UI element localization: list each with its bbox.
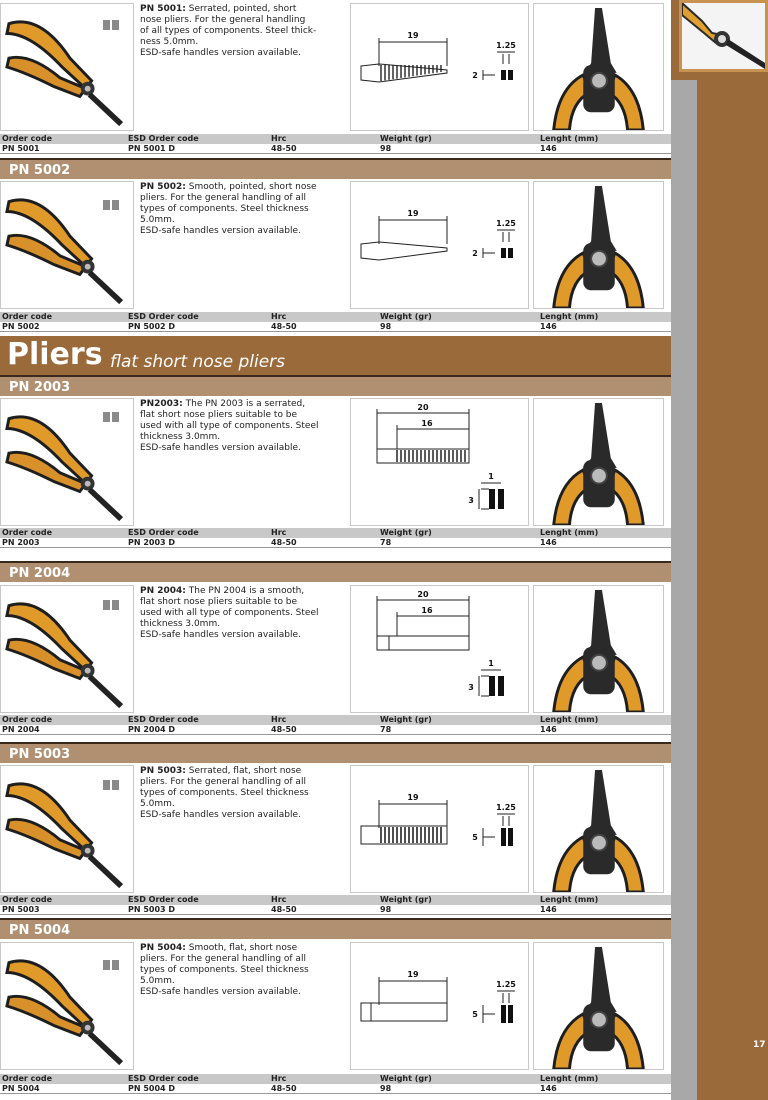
- product-description: [140, 766, 335, 821]
- section-subtitle: flat short nose pliers: [110, 352, 285, 372]
- description-line: flat short nose pliers suitable to be: [140, 410, 298, 420]
- product-description: [140, 586, 335, 641]
- dimension-drawing: [351, 586, 528, 712]
- product-banner: PN 5002: [0, 158, 671, 179]
- spec-table-header: [0, 895, 671, 905]
- technical-drawing: [350, 942, 529, 1070]
- value-hrc: 48-50: [271, 322, 297, 331]
- description-line: used with all type of components. Steel: [140, 421, 319, 431]
- product-description: [140, 182, 335, 237]
- dimension-height: 3: [468, 496, 474, 505]
- dimension-height: 3: [468, 683, 474, 692]
- value-weight: 98: [380, 322, 392, 331]
- spec-table: [0, 715, 671, 735]
- header-length: Lenght (mm): [540, 134, 599, 143]
- description-line: Serrated, flat, short nose: [188, 766, 302, 776]
- description-line: ESD-safe handles version available.: [140, 48, 301, 58]
- value-order-code: PN 5003: [2, 905, 40, 914]
- description-line: ness 5.0mm.: [140, 37, 199, 47]
- jaw-closeup-icon: [534, 766, 663, 892]
- product-description: [140, 943, 335, 998]
- spec-table: [0, 134, 671, 154]
- spec-table-row: [0, 538, 671, 548]
- description-code: PN 5001:: [140, 4, 186, 14]
- description-line: used with all type of components. Steel: [140, 608, 319, 618]
- spec-table-row: [0, 144, 671, 154]
- description-line: thickness 3.0mm.: [140, 432, 221, 442]
- handle-type-icon: [103, 775, 121, 785]
- header-length: Lenght (mm): [540, 528, 599, 537]
- value-length: 146: [540, 1084, 557, 1093]
- description-line: ESD-safe handles version available.: [140, 630, 301, 640]
- dimension-tip: 1.25: [496, 980, 516, 989]
- technical-drawing: [350, 181, 529, 309]
- header-esd-order-code: ESD Order code: [128, 895, 199, 904]
- dimension-height: 5: [472, 1010, 478, 1019]
- dimension-drawing: [351, 943, 528, 1069]
- description-code: PN2003:: [140, 399, 183, 409]
- description-line: of all types of components. Steel thick-: [140, 26, 317, 36]
- header-order-code: Order code: [2, 1074, 53, 1083]
- description-line: The PN 2003 is a serrated,: [185, 399, 306, 409]
- dimension-height: 5: [472, 833, 478, 842]
- header-weight: Weight (gr): [380, 134, 432, 143]
- value-esd-code: PN 2003 D: [128, 538, 176, 547]
- dimension-inner: 16: [421, 606, 433, 615]
- description-line: ESD-safe handles version available.: [140, 226, 301, 236]
- spec-table: [0, 312, 671, 332]
- value-order-code: PN 5004: [2, 1084, 40, 1093]
- dimension-drawing: [351, 182, 528, 308]
- jaw-closeup-photo: [533, 765, 664, 893]
- right-sidebar: [671, 0, 768, 1100]
- spec-table-row: [0, 1084, 671, 1094]
- header-length: Lenght (mm): [540, 715, 599, 724]
- description-line: flat short nose pliers suitable to be: [140, 597, 298, 607]
- value-length: 146: [540, 538, 557, 547]
- product-banner: PN 5004: [0, 918, 671, 939]
- spec-table-header: [0, 528, 671, 538]
- dimension-height: 2: [472, 249, 478, 258]
- header-order-code: Order code: [2, 134, 53, 143]
- jaw-closeup-icon: [534, 586, 663, 712]
- description-line: pliers. For the general handling of all: [140, 777, 306, 787]
- header-weight: Weight (gr): [380, 715, 432, 724]
- spec-table-row: [0, 322, 671, 332]
- dimension-inner: 16: [421, 419, 433, 428]
- spec-table: [0, 1074, 671, 1094]
- value-order-code: PN 2004: [2, 725, 40, 734]
- spec-table: [0, 895, 671, 915]
- product-description: [140, 4, 335, 59]
- dimension-drawing: [351, 399, 528, 525]
- value-order-code: PN 5002: [2, 322, 40, 331]
- header-weight: Weight (gr): [380, 1074, 432, 1083]
- spec-table-row: [0, 905, 671, 915]
- value-order-code: PN 5001: [2, 144, 40, 153]
- technical-drawing: [350, 3, 529, 131]
- jaw-closeup-photo: [533, 3, 664, 131]
- technical-drawing: [350, 398, 529, 526]
- jaw-closeup-photo: [533, 942, 664, 1070]
- dimension-tip: 1.25: [496, 219, 516, 228]
- description-line: ESD-safe handles version available.: [140, 443, 301, 453]
- value-hrc: 48-50: [271, 144, 297, 153]
- dimension-length: 20: [417, 590, 429, 599]
- pliers-thumbnail-icon: [682, 3, 765, 69]
- header-esd-order-code: ESD Order code: [128, 312, 199, 321]
- description-line: types of components. Steel thickness: [140, 788, 309, 798]
- header-length: Lenght (mm): [540, 1074, 599, 1083]
- section-header: [0, 336, 671, 376]
- dimension-length: 20: [417, 403, 429, 412]
- spec-table-row: [0, 725, 671, 735]
- header-weight: Weight (gr): [380, 528, 432, 537]
- header-hrc: Hrc: [271, 895, 287, 904]
- description-code: PN 5004:: [140, 943, 186, 953]
- section-title: Pliers: [7, 337, 103, 372]
- description-code: PN 2004:: [140, 586, 186, 596]
- value-length: 146: [540, 144, 557, 153]
- jaw-closeup-icon: [534, 399, 663, 525]
- page-number: 17: [753, 1040, 766, 1050]
- spec-table-header: [0, 134, 671, 144]
- jaw-closeup-icon: [534, 943, 663, 1069]
- header-length: Lenght (mm): [540, 895, 599, 904]
- header-esd-order-code: ESD Order code: [128, 1074, 199, 1083]
- description-line: ESD-safe handles version available.: [140, 810, 301, 820]
- technical-drawing: [350, 585, 529, 713]
- header-hrc: Hrc: [271, 528, 287, 537]
- header-esd-order-code: ESD Order code: [128, 528, 199, 537]
- jaw-closeup-photo: [533, 398, 664, 526]
- jaw-closeup-photo: [533, 181, 664, 309]
- handle-type-icon: [103, 955, 121, 965]
- product-description: [140, 399, 335, 454]
- header-weight: Weight (gr): [380, 312, 432, 321]
- handle-type-icon: [103, 595, 121, 605]
- description-line: types of components. Steel thickness: [140, 965, 309, 975]
- handle-type-icon: [103, 195, 121, 205]
- spec-table-header: [0, 312, 671, 322]
- dimension-drawing: [351, 4, 528, 130]
- handle-type-icon: [103, 407, 121, 417]
- description-line: pliers. For the general handling of all: [140, 954, 306, 964]
- header-order-code: Order code: [2, 895, 53, 904]
- technical-drawing: [350, 765, 529, 893]
- description-line: 5.0mm.: [140, 976, 175, 986]
- product-banner: PN 2004: [0, 561, 671, 582]
- description-line: 5.0mm.: [140, 799, 175, 809]
- value-hrc: 48-50: [271, 1084, 297, 1093]
- value-esd-code: PN 2004 D: [128, 725, 176, 734]
- spec-table-header: [0, 1074, 671, 1084]
- jaw-closeup-icon: [534, 4, 663, 130]
- product-banner: PN 2003: [0, 375, 671, 396]
- value-length: 146: [540, 725, 557, 734]
- value-weight: 78: [380, 725, 392, 734]
- value-esd-code: PN 5003 D: [128, 905, 176, 914]
- description-line: The PN 2004 is a smooth,: [188, 586, 305, 596]
- value-order-code: PN 2003: [2, 538, 40, 547]
- spec-table-header: [0, 715, 671, 725]
- value-weight: 98: [380, 144, 392, 153]
- dimension-drawing: [351, 766, 528, 892]
- header-esd-order-code: ESD Order code: [128, 134, 199, 143]
- dimension-length: 19: [407, 209, 419, 218]
- dimension-length: 19: [407, 31, 419, 40]
- description-line: Smooth, pointed, short nose: [188, 182, 317, 192]
- dimension-length: 19: [407, 793, 419, 802]
- spec-table: [0, 528, 671, 548]
- description-code: PN 5003:: [140, 766, 186, 776]
- description-line: Smooth, flat, short nose: [188, 943, 298, 953]
- value-esd-code: PN 5001 D: [128, 144, 176, 153]
- description-code: PN 5002:: [140, 182, 186, 192]
- product-banner: PN 5003: [0, 742, 671, 763]
- description-line: 5.0mm.: [140, 215, 175, 225]
- value-length: 146: [540, 905, 557, 914]
- description-line: pliers. For the general handling of all: [140, 193, 306, 203]
- header-order-code: Order code: [2, 312, 53, 321]
- header-hrc: Hrc: [271, 134, 287, 143]
- value-hrc: 48-50: [271, 538, 297, 547]
- dimension-tip: 1.25: [496, 803, 516, 812]
- header-hrc: Hrc: [271, 1074, 287, 1083]
- value-esd-code: PN 5002 D: [128, 322, 176, 331]
- value-weight: 78: [380, 538, 392, 547]
- dimension-tip: 1: [488, 659, 494, 668]
- dimension-length: 19: [407, 970, 419, 979]
- dimension-tip: 1.25: [496, 41, 516, 50]
- jaw-closeup-icon: [534, 182, 663, 308]
- header-hrc: Hrc: [271, 715, 287, 724]
- description-line: Serrated, pointed, short: [188, 4, 297, 14]
- description-line: types of components. Steel thickness: [140, 204, 309, 214]
- handle-type-icon: [103, 15, 121, 25]
- description-line: thickness 3.0mm.: [140, 619, 221, 629]
- value-hrc: 48-50: [271, 725, 297, 734]
- header-length: Lenght (mm): [540, 312, 599, 321]
- value-weight: 98: [380, 905, 392, 914]
- value-esd-code: PN 5004 D: [128, 1084, 176, 1093]
- header-esd-order-code: ESD Order code: [128, 715, 199, 724]
- dimension-tip: 1: [488, 472, 494, 481]
- description-line: ESD-safe handles version available.: [140, 987, 301, 997]
- description-line: nose pliers. For the general handling: [140, 15, 306, 25]
- value-length: 146: [540, 322, 557, 331]
- value-hrc: 48-50: [271, 905, 297, 914]
- header-weight: Weight (gr): [380, 895, 432, 904]
- thumbnail-image: [679, 0, 768, 72]
- sidebar-gray-strip: [671, 80, 697, 1100]
- header-order-code: Order code: [2, 528, 53, 537]
- dimension-height: 2: [472, 71, 478, 80]
- header-order-code: Order code: [2, 715, 53, 724]
- value-weight: 98: [380, 1084, 392, 1093]
- header-hrc: Hrc: [271, 312, 287, 321]
- jaw-closeup-photo: [533, 585, 664, 713]
